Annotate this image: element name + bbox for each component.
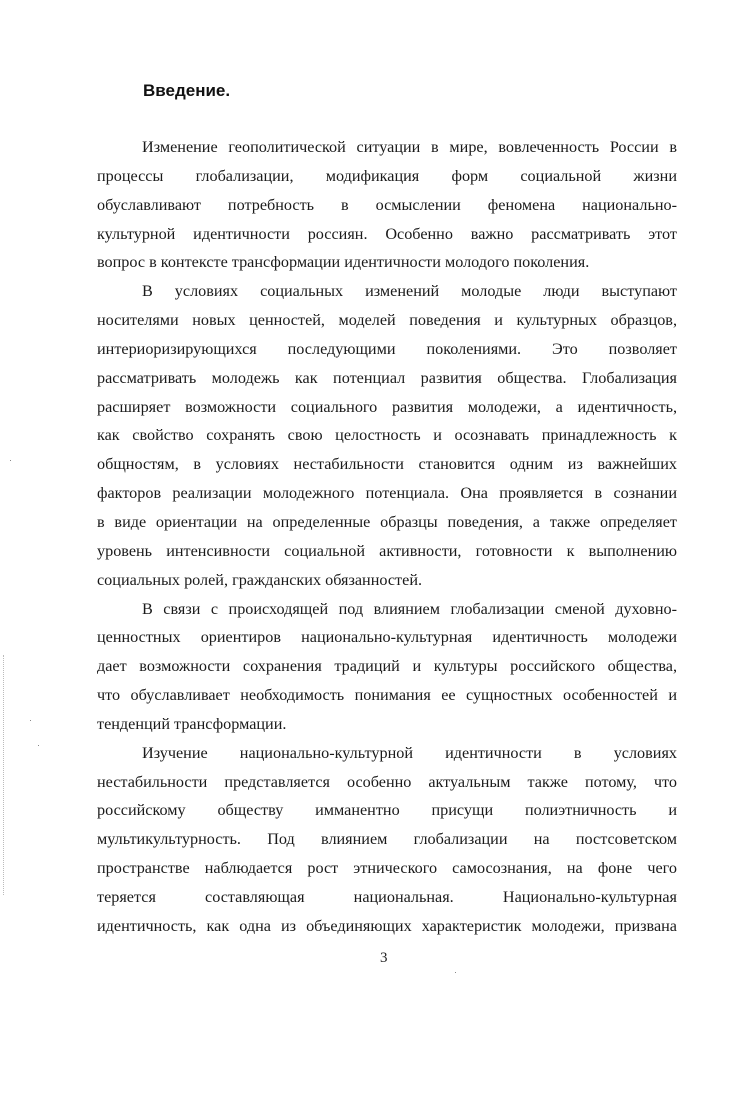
- text-line: социальных ролей, гражданских обязанностей.: [97, 570, 423, 589]
- text-line: носителями новых ценностей, моделей поведения и культурных образцов,: [97, 311, 677, 330]
- text-line: вопрос в контексте трансформации идентичности молодого поколения.: [97, 253, 590, 272]
- body-text: [97, 133, 677, 941]
- text-line: ценностных ориентиров национально-культурная идентичность молодежи: [97, 628, 677, 647]
- text-line: Изменение геополитической ситуации в мире, вовлеченность России в: [142, 138, 677, 156]
- text-line: процессы глобализации, модификация форм социальной жизни: [97, 166, 677, 185]
- text-line: рассматривать молодежь как потенциал развития общества. Глобализация: [97, 368, 677, 387]
- scan-speck: [455, 972, 456, 973]
- text-line: теряется составляющая национальная. Национально-культурная: [97, 887, 677, 906]
- section-heading: Введение.: [143, 81, 231, 100]
- text-line: В условиях социальных изменений молодые люди выступают: [142, 282, 677, 301]
- text-line: общностям, в условиях нестабильности становится одним из важнейших: [97, 455, 677, 474]
- text-line: мультикультурность. Под влиянием глобализации на постсоветском: [97, 830, 677, 849]
- page-number: 3: [380, 950, 388, 966]
- text-line: как свойство сохранять свою целостность и осознавать принадлежность к: [97, 426, 677, 445]
- scan-speck: [30, 720, 31, 721]
- scan-speck: [38, 745, 39, 746]
- text-line: тенденций трансформации.: [97, 714, 287, 733]
- paragraph: [97, 133, 677, 277]
- text-line: дает возможности сохранения традиций и культуры российского общества,: [97, 657, 677, 676]
- scan-speck: [10, 460, 11, 461]
- text-line: В связи с происходящей под влиянием глобализации сменой духовно-: [142, 599, 677, 618]
- paragraph: [97, 739, 677, 941]
- text-line: российскому обществу имманентно присущи полиэтничность и: [97, 801, 677, 820]
- text-line: уровень интенсивности социальной активности, готовности к выполнению: [97, 541, 677, 560]
- text-line: идентичность, как одна из объединяющих характеристик молодежи, призвана: [97, 916, 677, 935]
- text-line: что обуславливает необходимость понимания ее сущностных особенностей и: [97, 686, 677, 705]
- paragraph: [97, 277, 677, 594]
- scan-edge-noise: [3, 655, 6, 895]
- text-line: нестабильности представляется особенно актуальным также потому, что: [97, 772, 677, 791]
- text-line: интериоризирующихся последующими поколениями. Это позволяет: [97, 339, 677, 358]
- text-line: в виде ориентации на определенные образцы поведения, а также определяет: [97, 512, 677, 531]
- text-line: обуславливают потребность в осмыслении феномена национально-: [97, 195, 677, 214]
- paragraph: [97, 595, 677, 739]
- text-line: пространстве наблюдается рост этнического самосознания, на фоне чего: [97, 859, 677, 878]
- text-line: Изучение национально-культурной идентичности в условиях: [142, 743, 677, 762]
- text-line: культурной идентичности россиян. Особенно важно рассматривать этот: [97, 224, 677, 243]
- text-line: факторов реализации молодежного потенциала. Она проявляется в сознании: [97, 484, 677, 503]
- text-line: расширяет возможности социального развития молодежи, а идентичность,: [97, 397, 677, 416]
